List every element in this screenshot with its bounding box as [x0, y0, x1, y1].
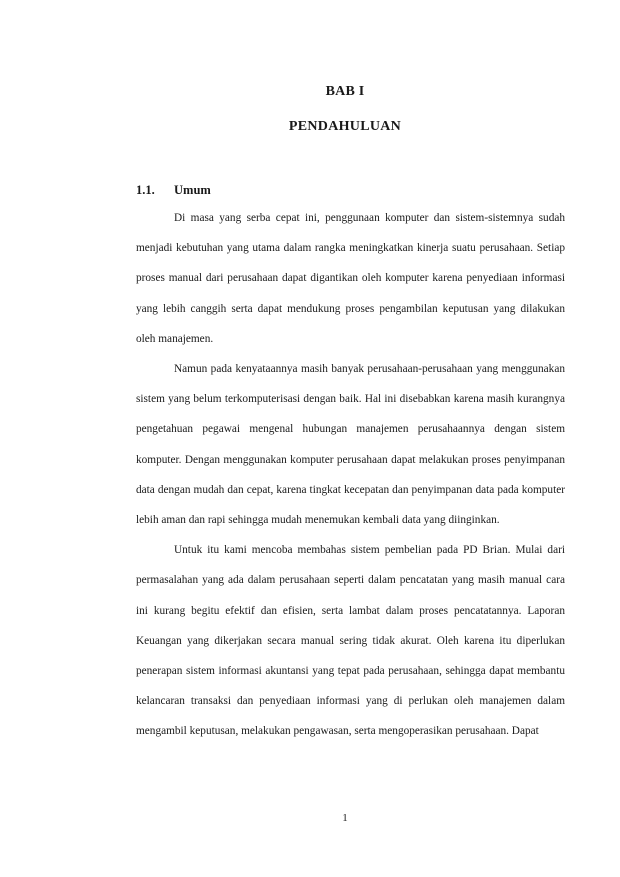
- section-number: 1.1.: [136, 183, 155, 197]
- page-number: 1: [342, 812, 348, 824]
- section-title: Umum: [174, 183, 211, 197]
- section-heading: [136, 183, 211, 198]
- body-text: [136, 203, 565, 747]
- paragraph-3: Untuk itu kami mencoba membahas sistem pembelian pada PD Brian. Mulai dari permasalahan yang ada dalam perusahaan seperti dalam pencatatan yang masih manual cara ini kurang begitu efektif dan efisien, serta lambat dalam proses pencatatannya. Laporan Keuangan yang dikerjakan secara manual sering tidak akurat. Oleh karena itu diperlukan penerapan sistem informasi akuntansi yang tepat pada perusahaan, sehingga dapat membantu kelancaran transaksi dan penyediaan informasi yang di perlukan oleh manajemen dalam mengambil keputusan, melakukan pengawasan, serta mengoperasikan perusahaan. Dapat: [136, 544, 565, 738]
- paragraph-2: Namun pada kenyataannya masih banyak perusahaan-perusahaan yang menggunakan sistem yang belum terkomputerisasi dengan baik. Hal ini disebabkan karena masih kurangnya pengetahuan pegawai mengenal hubungan manajemen perusahaannya dengan sistem komputer. Dengan menggunakan komputer perusahaan dapat melakukan proses penyimpanan data dengan mudah dan cepat, karena tingkat kecepatan dan penyimpanan data pada komputer lebih aman dan rapi sehingga mudah menemukan kembali data yang diinginkan.: [136, 363, 565, 527]
- chapter-title: PENDAHULUAN: [288, 119, 402, 134]
- paragraph-1: Di masa yang serba cepat ini, penggunaan komputer dan sistem-sistemnya sudah menjadi kebutuhan yang utama dalam rangka meningkatkan kinerja suatu perusahaan. Setiap proses manual dari perusahaan dapat digantikan oleh komputer karena penyediaan informasi yang lebih canggih serta dapat mendukung proses pengambilan keputusan yang dilakukan oleh manajemen.: [136, 212, 565, 345]
- chapter-label: BAB I: [325, 84, 365, 99]
